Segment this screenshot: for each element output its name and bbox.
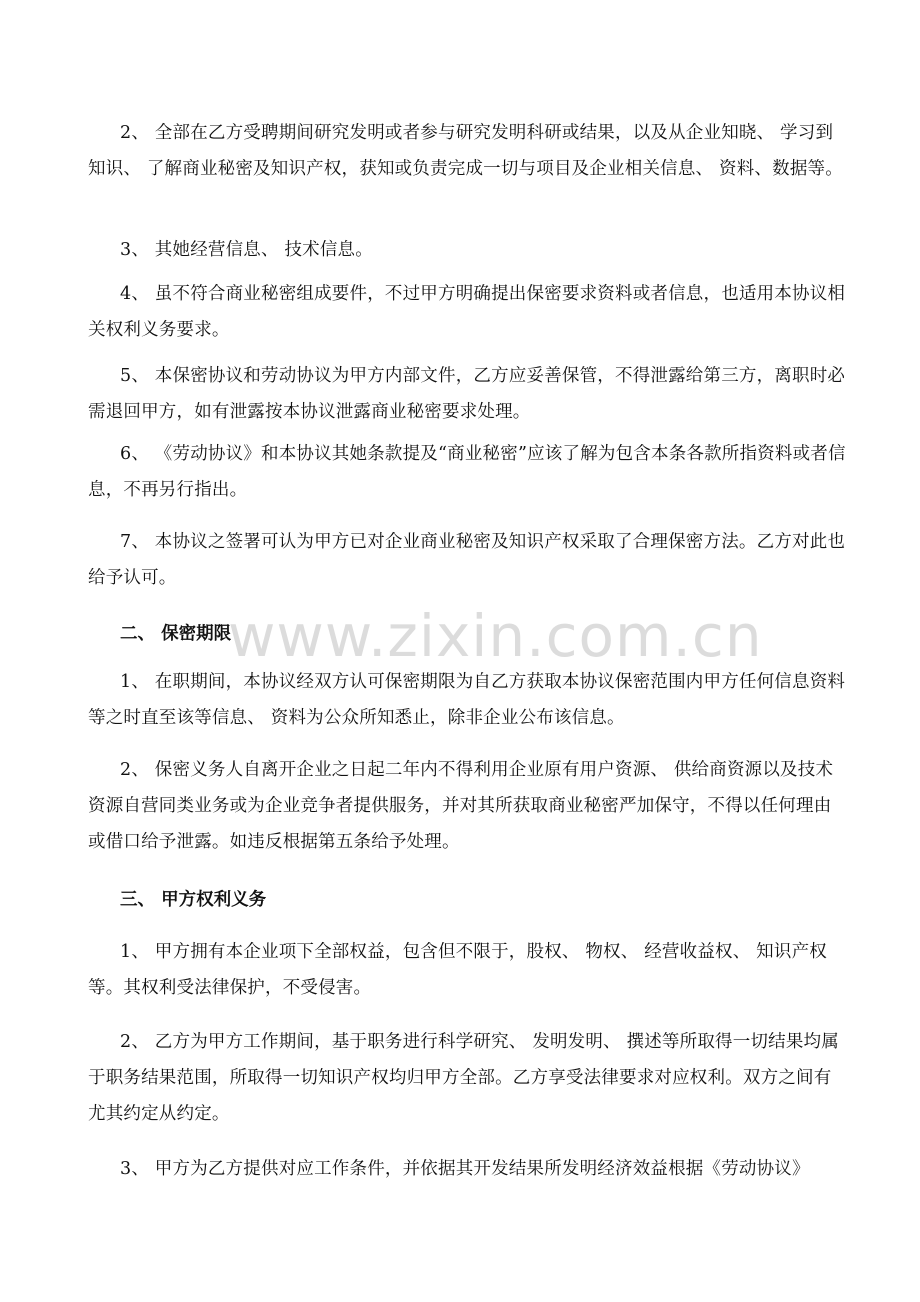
- paragraph-3-1: 1、 甲方拥有本企业项下全部权益，包含但不限于，股权、 物权、 经营收益权、 知识产权等。其权利受法律保护，不受侵害。: [88, 942, 827, 998]
- paragraph-1-5: 5、 本保密协议和劳动协议为甲方内部文件，乙方应妥善保管，不得泄露给第三方，离职时必需退回甲方，如有泄露按本协议泄露商业秘密要求处理。: [88, 366, 846, 422]
- section-2-heading: 二、 保密期限: [120, 624, 232, 644]
- paragraph-1-4: 4、 虽不符合商业秘密组成要件，不过甲方明确提出保密要求资料或者信息，也适用本协议相关权利义务要求。: [88, 284, 846, 340]
- paragraph-1-7: 7、 本协议之签署可认为甲方已对企业商业秘密及知识产权采取了合理保密方法。乙方对此也给予认可。: [88, 532, 846, 588]
- paragraph-3-2: 2、 乙方为甲方工作期间，基于职务进行科学研究、 发明发明、 撰述等所取得一切结果均属于职务结果范围，所取得一切知识产权均归甲方全部。乙方享受法律要求对应权利。双方之间有尤其约定从约定。: [88, 1032, 839, 1124]
- paragraph-2-2: 2、 保密义务人自离开企业之日起二年内不得利用企业原有用户资源、 供给商资源以及技术资源自营同类业务或为企业竞争者提供服务，并对其所获取商业秘密严加保守，不得以任何理由或借口给予泄露。如违反根据第五条给予处理。: [88, 760, 834, 852]
- paragraph-1-3: 3、 其她经营信息、 技术信息。: [120, 240, 373, 260]
- paragraph-3-3: 3、 甲方为乙方提供对应工作条件，并依据其开发结果所发明经济效益根据《劳动协议》: [120, 1159, 810, 1179]
- watermark: www.zixin.com.cn: [228, 602, 763, 670]
- paragraph-2-1: 1、 在职期间，本协议经双方认可保密期限为自乙方获取本协议保密范围内甲方任何信息资料等之时直至该等信息、 资料为公众所知悉止，除非企业公布该信息。: [88, 672, 846, 728]
- paragraph-1-6: 6、 《劳动协议》和本协议其她条款提及“商业秘密”应该了解为包含本条各款所指资料或者信息，不再另行指出。: [88, 444, 846, 500]
- section-3-heading: 三、 甲方权利义务: [120, 890, 267, 910]
- paragraph-1-2: 2、 全部在乙方受聘期间研究发明或者参与研究发明科研或结果，以及从企业知晓、 学习到知识、 了解商业秘密及知识产权，获知或负责完成一切与项目及企业相关信息、 资料、数据等。: [88, 123, 843, 179]
